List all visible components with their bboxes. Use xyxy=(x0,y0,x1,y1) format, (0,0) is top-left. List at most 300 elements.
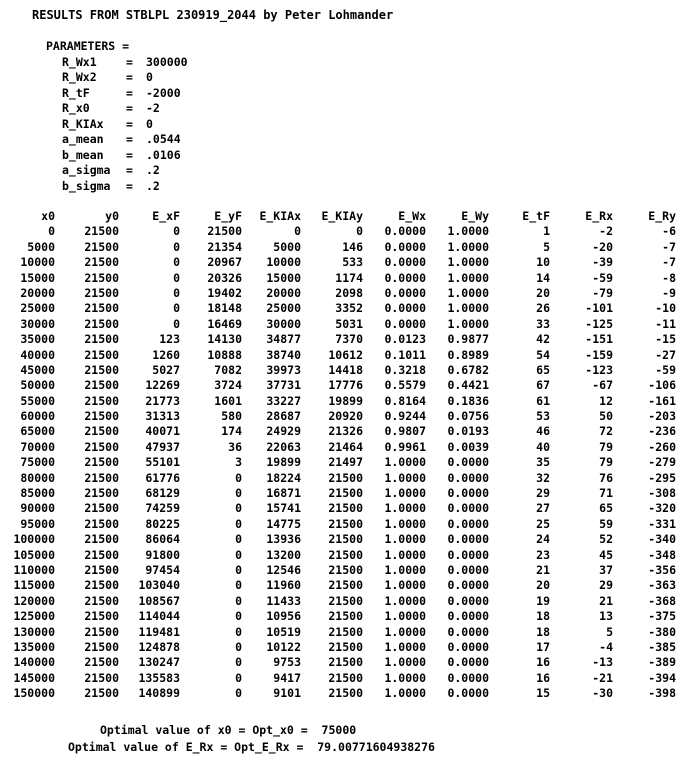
table-cell: -9 xyxy=(662,285,676,300)
table-cell: 50000 xyxy=(20,378,55,393)
table-cell: 0.0000 xyxy=(447,578,489,593)
table-cell: -79 xyxy=(592,285,613,300)
table-cell: -203 xyxy=(648,409,676,424)
table-cell: 71 xyxy=(599,486,613,501)
table-cell: 3 xyxy=(235,455,242,470)
table-cell: 21500 xyxy=(328,470,363,485)
table-cell: -59 xyxy=(655,362,676,377)
table-cell: -59 xyxy=(592,270,613,285)
table-cell: 0.9807 xyxy=(384,424,426,439)
table-cell: 21497 xyxy=(328,455,363,470)
parameter-name: R_Wx1 xyxy=(62,54,97,69)
table-cell: 1.0000 xyxy=(447,255,489,270)
table-cell: 9101 xyxy=(273,686,301,701)
parameter-name: b_sigma xyxy=(62,178,111,193)
table-cell: 130000 xyxy=(13,624,55,639)
table-cell: 0 xyxy=(235,547,242,562)
table-cell: 0.4421 xyxy=(447,378,489,393)
table-cell: 13936 xyxy=(266,532,301,547)
table-cell: 21500 xyxy=(84,578,119,593)
table-cell: 0 xyxy=(235,486,242,501)
table-cell: 21500 xyxy=(207,224,242,239)
table-cell: 5 xyxy=(543,239,550,254)
table-row xyxy=(0,625,685,640)
table-cell: 11960 xyxy=(266,578,301,593)
table-cell: 16871 xyxy=(266,486,301,501)
table-cell: 130247 xyxy=(138,655,180,670)
table-cell: 85000 xyxy=(20,486,55,501)
table-cell: 80225 xyxy=(145,516,180,531)
table-cell: 0.0000 xyxy=(447,624,489,639)
table-cell: 0.0000 xyxy=(447,532,489,547)
column-header-e-yf: E_yF xyxy=(214,209,242,223)
table-cell: 0.0000 xyxy=(447,470,489,485)
table-cell: 21500 xyxy=(328,593,363,608)
table-cell: 30000 xyxy=(266,316,301,331)
parameter-value: .0544 xyxy=(146,132,181,146)
table-cell: 1.0000 xyxy=(384,624,426,639)
table-cell: 21500 xyxy=(84,270,119,285)
table-cell: 21500 xyxy=(84,547,119,562)
table-cell: 29 xyxy=(536,486,550,501)
column-header-e-kiay: E_KIAy xyxy=(321,209,363,223)
table-cell: 0 xyxy=(235,578,242,593)
table-cell: -20 xyxy=(592,239,613,254)
table-cell: 80000 xyxy=(20,470,55,485)
table-cell: -398 xyxy=(648,686,676,701)
table-cell: 15000 xyxy=(266,270,301,285)
table-row xyxy=(0,455,685,470)
table-cell: -389 xyxy=(648,655,676,670)
table-cell: 0 xyxy=(235,593,242,608)
table-cell: -380 xyxy=(648,624,676,639)
table-cell: 21773 xyxy=(145,393,180,408)
table-cell: 18148 xyxy=(207,301,242,316)
column-header-e-tf: E_tF xyxy=(522,209,550,223)
parameter-name: R_KIAx xyxy=(62,116,104,131)
table-cell: 68129 xyxy=(145,486,180,501)
table-row xyxy=(0,440,685,455)
parameter-equals: = xyxy=(126,178,133,193)
table-cell: 17 xyxy=(536,639,550,654)
table-cell: 15741 xyxy=(266,501,301,516)
table-cell: 1.0000 xyxy=(384,547,426,562)
table-cell: 18 xyxy=(536,624,550,639)
table-cell: 1.0000 xyxy=(384,639,426,654)
table-cell: 10519 xyxy=(266,624,301,639)
table-cell: 22063 xyxy=(266,439,301,454)
table-cell: 46 xyxy=(536,424,550,439)
table-cell: 0 xyxy=(294,224,301,239)
parameter-equals: = xyxy=(126,116,133,131)
parameter-name: R_Wx2 xyxy=(62,70,97,84)
table-row xyxy=(0,286,685,301)
table-cell: 0.0000 xyxy=(384,316,426,331)
table-cell: 95000 xyxy=(20,516,55,531)
table-cell: -375 xyxy=(648,609,676,624)
table-cell: 36 xyxy=(228,439,242,454)
table-cell: 135000 xyxy=(13,639,55,654)
column-header-e-rx: E_Rx xyxy=(585,209,613,223)
table-cell: 45 xyxy=(599,547,613,562)
table-cell: 21500 xyxy=(328,609,363,624)
table-cell: 0.5579 xyxy=(384,378,426,393)
table-cell: 124878 xyxy=(138,639,180,654)
table-cell: 67 xyxy=(536,378,550,393)
parameter-name: R_x0 xyxy=(62,101,90,115)
table-cell: 0 xyxy=(356,224,363,239)
table-cell: 1.0000 xyxy=(384,486,426,501)
table-cell: 1.0000 xyxy=(447,301,489,316)
table-cell: 53 xyxy=(536,409,550,424)
table-cell: 21 xyxy=(599,593,613,608)
table-cell: 0.0000 xyxy=(384,285,426,300)
parameter-value: -2000 xyxy=(146,85,181,100)
table-cell: 35000 xyxy=(20,332,55,347)
parameters-block xyxy=(46,39,188,194)
table-cell: 0 xyxy=(235,501,242,516)
table-cell: 12 xyxy=(599,393,613,408)
table-cell: 12546 xyxy=(266,562,301,577)
table-row xyxy=(0,532,685,547)
table-cell: -4 xyxy=(599,639,613,654)
table-cell: 37731 xyxy=(266,378,301,393)
table-cell: 0.9961 xyxy=(384,439,426,454)
table-cell: 21500 xyxy=(84,255,119,270)
table-cell: 0.8164 xyxy=(384,393,426,408)
table-cell: 14130 xyxy=(207,332,242,347)
table-cell: 21500 xyxy=(84,593,119,608)
table-cell: 70000 xyxy=(20,439,55,454)
table-cell: 0.6782 xyxy=(447,362,489,377)
table-cell: 21500 xyxy=(84,562,119,577)
table-cell: -6 xyxy=(662,224,676,239)
table-row xyxy=(0,301,685,316)
table-cell: 21500 xyxy=(84,439,119,454)
table-cell: 24929 xyxy=(266,424,301,439)
table-cell: 21500 xyxy=(328,578,363,593)
parameters-heading: PARAMETERS = xyxy=(46,39,130,53)
table-cell: 21500 xyxy=(84,224,119,239)
table-row xyxy=(0,363,685,378)
optimal-x0-line: Optimal value of x0 = Opt_x0 = 75000 xyxy=(100,723,357,737)
table-cell: 14 xyxy=(536,270,550,285)
parameter-row xyxy=(46,85,181,102)
table-cell: 0.0000 xyxy=(384,224,426,239)
table-cell: 21500 xyxy=(328,639,363,654)
table-cell: 21500 xyxy=(84,378,119,393)
table-cell: 5000 xyxy=(27,239,55,254)
table-cell: 24 xyxy=(536,532,550,547)
table-cell: 0 xyxy=(235,639,242,654)
table-cell: 21500 xyxy=(328,655,363,670)
table-cell: 21500 xyxy=(328,486,363,501)
table-cell: 31313 xyxy=(145,409,180,424)
column-header-e-xf: E_xF xyxy=(152,209,180,223)
table-cell: 1.0000 xyxy=(384,455,426,470)
table-row xyxy=(0,640,685,655)
table-cell: -279 xyxy=(648,455,676,470)
parameter-name: b_mean xyxy=(62,147,104,162)
table-row xyxy=(0,517,685,532)
table-cell: 10888 xyxy=(207,347,242,362)
table-cell: -106 xyxy=(648,378,676,393)
table-cell: 0.3218 xyxy=(384,362,426,377)
parameter-name: a_sigma xyxy=(62,163,111,177)
table-cell: 1.0000 xyxy=(384,670,426,685)
table-cell: 10000 xyxy=(20,255,55,270)
table-cell: 1.0000 xyxy=(384,578,426,593)
table-row xyxy=(0,655,685,670)
table-cell: 0.0000 xyxy=(447,655,489,670)
table-row xyxy=(0,563,685,578)
table-cell: 0.0000 xyxy=(447,686,489,701)
table-cell: 21500 xyxy=(84,516,119,531)
table-cell: 59 xyxy=(599,516,613,531)
table-cell: 1.0000 xyxy=(384,562,426,577)
table-cell: 0 xyxy=(173,316,180,331)
table-cell: 20967 xyxy=(207,255,242,270)
table-cell: 0.0000 xyxy=(384,239,426,254)
table-cell: 0.0039 xyxy=(447,439,489,454)
table-row xyxy=(0,594,685,609)
table-cell: 14418 xyxy=(328,362,363,377)
table-cell: -125 xyxy=(585,316,613,331)
table-cell: 0.0000 xyxy=(447,547,489,562)
parameter-equals: = xyxy=(126,85,133,100)
table-cell: 79 xyxy=(599,455,613,470)
table-cell: 19899 xyxy=(266,455,301,470)
table-cell: 90000 xyxy=(20,501,55,516)
results-table xyxy=(0,209,685,702)
table-cell: 1.0000 xyxy=(384,532,426,547)
table-cell: 21500 xyxy=(84,362,119,377)
parameter-name: R_tF xyxy=(62,85,90,100)
table-cell: 100000 xyxy=(13,532,55,547)
table-cell: 19402 xyxy=(207,285,242,300)
table-cell: 27 xyxy=(536,501,550,516)
table-cell: 61776 xyxy=(145,470,180,485)
table-cell: 21 xyxy=(536,562,550,577)
table-cell: 21500 xyxy=(328,532,363,547)
table-cell: 21500 xyxy=(84,301,119,316)
table-cell: 34877 xyxy=(266,332,301,347)
table-cell: 16 xyxy=(536,655,550,670)
table-cell: 20920 xyxy=(328,409,363,424)
table-cell: 21500 xyxy=(84,455,119,470)
table-row xyxy=(0,317,685,332)
table-row xyxy=(0,424,685,439)
table-cell: 0.0756 xyxy=(447,409,489,424)
table-row xyxy=(0,548,685,563)
table-cell: 135583 xyxy=(138,670,180,685)
table-cell: 15 xyxy=(536,686,550,701)
table-cell: 110000 xyxy=(13,562,55,577)
table-cell: 10000 xyxy=(266,255,301,270)
parameter-row xyxy=(46,116,153,133)
table-cell: 33227 xyxy=(266,393,301,408)
table-cell: 40000 xyxy=(20,347,55,362)
table-cell: 21500 xyxy=(328,516,363,531)
table-cell: 16 xyxy=(536,670,550,685)
table-cell: 0 xyxy=(173,285,180,300)
table-row xyxy=(0,378,685,393)
table-row xyxy=(0,609,685,624)
table-cell: 5031 xyxy=(335,316,363,331)
table-cell: -15 xyxy=(655,332,676,347)
table-cell: -67 xyxy=(592,378,613,393)
table-cell: -385 xyxy=(648,639,676,654)
table-cell: 5027 xyxy=(152,362,180,377)
table-cell: 23 xyxy=(536,547,550,562)
table-cell: 40 xyxy=(536,439,550,454)
table-cell: 47937 xyxy=(145,439,180,454)
table-cell: 21354 xyxy=(207,239,242,254)
table-cell: 21500 xyxy=(84,239,119,254)
table-cell: 0 xyxy=(48,224,55,239)
table-cell: 0.0000 xyxy=(384,301,426,316)
table-cell: 20326 xyxy=(207,270,242,285)
parameter-equals: = xyxy=(126,54,133,69)
table-cell: 21500 xyxy=(84,686,119,701)
table-cell: 74259 xyxy=(145,501,180,516)
table-cell: -39 xyxy=(592,255,613,270)
table-cell: 145000 xyxy=(13,670,55,685)
table-cell: 146 xyxy=(342,239,363,254)
parameter-row xyxy=(46,147,181,164)
report-title: RESULTS FROM STBLPL 230919_2044 by Peter Lohmander xyxy=(32,8,394,22)
table-cell: 25000 xyxy=(20,301,55,316)
table-cell: -2 xyxy=(599,224,613,239)
table-cell: -7 xyxy=(662,255,676,270)
table-cell: 21500 xyxy=(328,501,363,516)
table-cell: 37 xyxy=(599,562,613,577)
table-cell: 140000 xyxy=(13,655,55,670)
parameter-equals: = xyxy=(126,132,133,146)
table-cell: 120000 xyxy=(13,593,55,608)
table-cell: 0.0123 xyxy=(384,332,426,347)
table-cell: 1.0000 xyxy=(384,470,426,485)
table-cell: 0 xyxy=(173,270,180,285)
table-cell: 50 xyxy=(599,409,613,424)
table-cell: 0 xyxy=(235,624,242,639)
table-cell: 9753 xyxy=(273,655,301,670)
table-cell: 125000 xyxy=(13,609,55,624)
table-cell: 12269 xyxy=(145,378,180,393)
table-cell: 10956 xyxy=(266,609,301,624)
table-cell: 17776 xyxy=(328,378,363,393)
table-cell: 20 xyxy=(536,578,550,593)
table-cell: 0.0000 xyxy=(447,670,489,685)
table-cell: -10 xyxy=(655,301,676,316)
table-cell: -320 xyxy=(648,501,676,516)
table-cell: 55000 xyxy=(20,393,55,408)
parameter-row xyxy=(46,54,188,71)
table-cell: 21500 xyxy=(84,655,119,670)
table-cell: 174 xyxy=(221,424,242,439)
table-cell: -123 xyxy=(585,362,613,377)
table-cell: -236 xyxy=(648,424,676,439)
table-cell: -159 xyxy=(585,347,613,362)
table-cell: 0.9877 xyxy=(447,332,489,347)
table-cell: 0.0000 xyxy=(447,639,489,654)
parameter-value: 0 xyxy=(146,116,153,131)
table-cell: 0 xyxy=(173,224,180,239)
table-cell: 25000 xyxy=(266,301,301,316)
table-row xyxy=(0,409,685,424)
table-cell: 0.0000 xyxy=(447,516,489,531)
table-cell: 2098 xyxy=(335,285,363,300)
table-cell: 97454 xyxy=(145,562,180,577)
table-cell: 21500 xyxy=(84,332,119,347)
table-cell: 21500 xyxy=(84,624,119,639)
table-cell: 10122 xyxy=(266,639,301,654)
table-cell: 0.8989 xyxy=(447,347,489,362)
table-cell: 1.0000 xyxy=(384,501,426,516)
table-cell: 13 xyxy=(599,609,613,624)
parameter-equals: = xyxy=(126,101,133,115)
table-cell: 19 xyxy=(536,593,550,608)
parameters-list xyxy=(46,54,188,195)
table-cell: 65000 xyxy=(20,424,55,439)
table-cell: 580 xyxy=(221,409,242,424)
parameter-row xyxy=(46,163,160,179)
table-cell: 14775 xyxy=(266,516,301,531)
table-row xyxy=(0,394,685,409)
table-row xyxy=(0,271,685,286)
table-cell: 21500 xyxy=(328,686,363,701)
table-row xyxy=(0,578,685,593)
table-cell: -363 xyxy=(648,578,676,593)
table-cell: 21500 xyxy=(328,562,363,577)
table-cell: 0.0000 xyxy=(447,501,489,516)
table-cell: -308 xyxy=(648,486,676,501)
parameter-row xyxy=(46,132,181,148)
table-cell: 115000 xyxy=(13,578,55,593)
table-cell: 65 xyxy=(599,501,613,516)
table-cell: 0.0000 xyxy=(447,455,489,470)
table-cell: -7 xyxy=(662,239,676,254)
table-cell: -11 xyxy=(655,316,676,331)
table-cell: 20 xyxy=(536,285,550,300)
table-cell: 10612 xyxy=(328,347,363,362)
column-header-x0: x0 xyxy=(41,209,55,223)
table-cell: -348 xyxy=(648,547,676,562)
table-cell: 28687 xyxy=(266,409,301,424)
table-cell: 1.0000 xyxy=(447,270,489,285)
table-cell: 42 xyxy=(536,332,550,347)
table-cell: 0 xyxy=(235,655,242,670)
table-cell: 16469 xyxy=(207,316,242,331)
table-cell: -27 xyxy=(655,347,676,362)
column-header-e-ry: E_Ry xyxy=(648,209,676,223)
table-cell: 5000 xyxy=(273,239,301,254)
table-cell: 1174 xyxy=(335,270,363,285)
table-cell: 1 xyxy=(543,224,550,239)
table-header-row xyxy=(0,209,685,224)
parameter-equals: = xyxy=(126,70,133,84)
table-cell: 1260 xyxy=(152,347,180,362)
table-cell: 0 xyxy=(235,562,242,577)
table-cell: 1.0000 xyxy=(384,686,426,701)
table-row xyxy=(0,240,685,255)
parameter-name: a_mean xyxy=(62,132,104,146)
table-cell: 3724 xyxy=(214,378,242,393)
table-cell: 38740 xyxy=(266,347,301,362)
table-cell: 0.9244 xyxy=(384,409,426,424)
table-cell: 29 xyxy=(599,578,613,593)
parameter-row xyxy=(46,101,160,117)
